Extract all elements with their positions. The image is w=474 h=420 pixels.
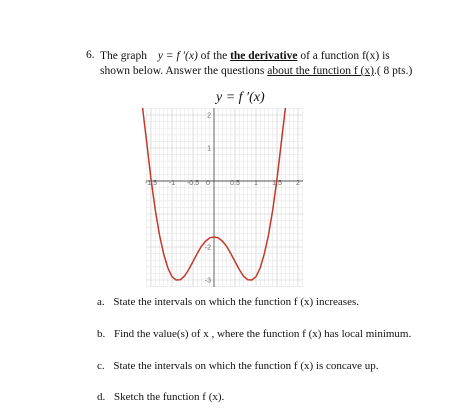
- part-a-text: State the intervals on which the function f (x) increases.: [113, 296, 359, 308]
- part-d: [97, 391, 224, 403]
- y-tick-label: -3: [204, 277, 211, 285]
- question-line-2-prefix: shown below. Answer the questions: [100, 65, 265, 77]
- part-d-label: d.: [97, 391, 106, 403]
- part-c-label: c.: [97, 360, 105, 372]
- question-line-1-prefix: The graph: [100, 50, 147, 62]
- part-b-text: Find the value(s) of x , where the function f (x) has local minimum.: [114, 328, 412, 340]
- x-tick-label: 1.5: [272, 180, 282, 187]
- x-tick-label: -1.5: [144, 180, 158, 187]
- question-number: 6.: [86, 49, 95, 61]
- part-a-label: a.: [97, 296, 105, 308]
- question-line-2-suffix: .( 8 pts.): [373, 65, 413, 77]
- derivative-formula: y = f ′(x): [157, 50, 198, 62]
- derivative-emphasis: the derivative: [230, 50, 298, 62]
- graph-grid: [146, 108, 303, 287]
- x-tick-label: 0: [206, 180, 210, 187]
- part-b: [97, 328, 411, 340]
- part-c: [97, 360, 379, 372]
- part-a: [97, 296, 359, 308]
- x-tick-label: 2: [296, 180, 300, 187]
- x-tick-label: 0.5: [230, 180, 240, 187]
- function-emphasis: about the function f (x): [267, 65, 374, 77]
- y-tick-label: 1: [207, 145, 211, 153]
- x-tick-label: 1: [254, 180, 258, 187]
- x-tick-label: -0.5: [186, 180, 200, 187]
- question-line-1-mid: of the: [200, 50, 228, 62]
- y-tick-label: 2: [207, 112, 211, 120]
- question-line-1-suffix: of a function f(x) is: [300, 50, 390, 62]
- part-d-text: Sketch the function f (x).: [114, 391, 225, 403]
- x-tick-label: -1: [168, 180, 176, 187]
- part-b-label: b.: [97, 328, 106, 340]
- graph-title: y = f ′(x): [216, 90, 265, 105]
- y-tick-label: -2: [204, 244, 211, 252]
- part-c-text: State the intervals on which the function f (x) is concave up.: [113, 360, 379, 372]
